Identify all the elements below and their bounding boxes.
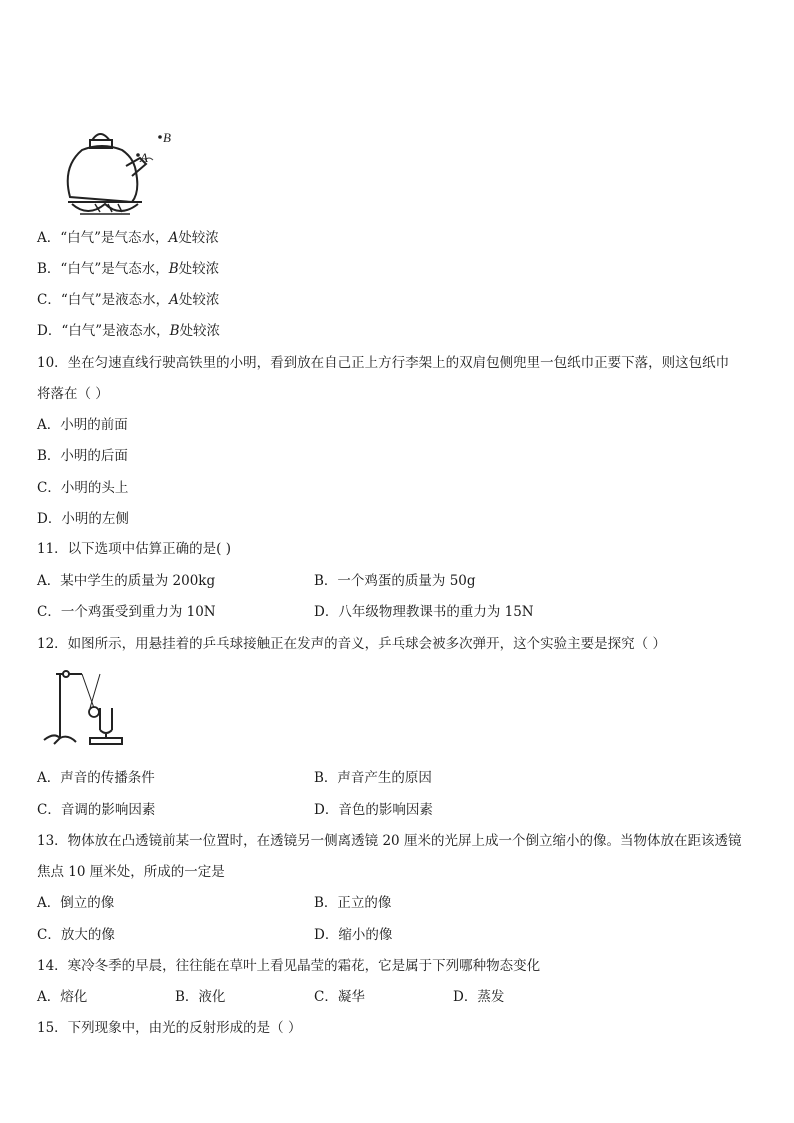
q12-option-d: D．音色的影响因素 [314,802,433,818]
q14-option-a: A．熔化 [37,989,88,1005]
q10-option-c: C．小明的头上 [37,480,129,496]
q9-option-c: C．“白气”是液态水，A处较浓 [37,292,220,308]
tuning-fork-figure [42,668,124,748]
point-b-label: B [163,130,171,145]
q10-option-a: A．小明的前面 [37,417,128,433]
q11-option-b: B．一个鸡蛋的质量为 50g [314,573,476,589]
q11-option-a: A．某中学生的质量为 200kg [37,573,216,589]
q13-option-d: D．缩小的像 [314,927,393,943]
q11-option-d: D．八年级物理教课书的重力为 15N [314,604,534,620]
q9-option-a: A．“白气”是气态水，A处较浓 [37,230,219,246]
q9-option-d: D．“白气”是液态水，B处较浓 [37,323,221,339]
q11-stem: 11．以下选项中估算正确的是( ) [37,541,232,557]
q14-stem: 14．寒冷冬季的早晨，往往能在草叶上看见晶莹的霜花，它是属于下列哪种物态变化 [37,958,541,974]
point-a-label: A [140,150,148,165]
q13-stem-line1: 13．物体放在凸透镜前某一位置时，在透镜另一侧离透镜 20 厘米的光屏上成一个倒立缩小的像。当物体放在距该透镜 [37,833,742,849]
kettle-figure [60,122,190,222]
q13-option-b: B．正立的像 [314,895,392,911]
q11-option-c: C．一个鸡蛋受到重力为 10N [37,604,216,620]
q12-option-c: C．音调的影响因素 [37,802,156,818]
q12-stem: 12．如图所示，用悬挂着的乒乓球接触正在发声的音义，乒乓球会被多次弹开，这个实验主要是探究（ ） [37,636,666,652]
q10-stem-line1: 10．坐在匀速直线行驶高铁里的小明，看到放在自己正上方行李架上的双肩包侧兜里一包纸巾正要下落，则这包纸巾 [37,355,730,371]
q14-option-d: D．蒸发 [453,989,505,1005]
q13-option-c: C．放大的像 [37,927,115,943]
q12-option-a: A．声音的传播条件 [37,770,155,786]
q13-option-a: A．倒立的像 [37,895,115,911]
q15-stem: 15．下列现象中，由光的反射形成的是（ ） [37,1020,302,1036]
q10-stem-line2: 将落在（ ） [37,386,109,402]
q13-stem-line2: 焦点 10 厘米处，所成的一定是 [37,864,225,880]
q10-option-d: D．小明的左侧 [37,511,129,527]
q14-option-b: B．液化 [175,989,226,1005]
q12-option-b: B．声音产生的原因 [314,770,432,786]
q10-option-b: B．小明的后面 [37,448,128,464]
q14-option-c: C．凝华 [314,989,365,1005]
q9-option-b: B．“白气”是气态水，B处较浓 [37,261,220,277]
